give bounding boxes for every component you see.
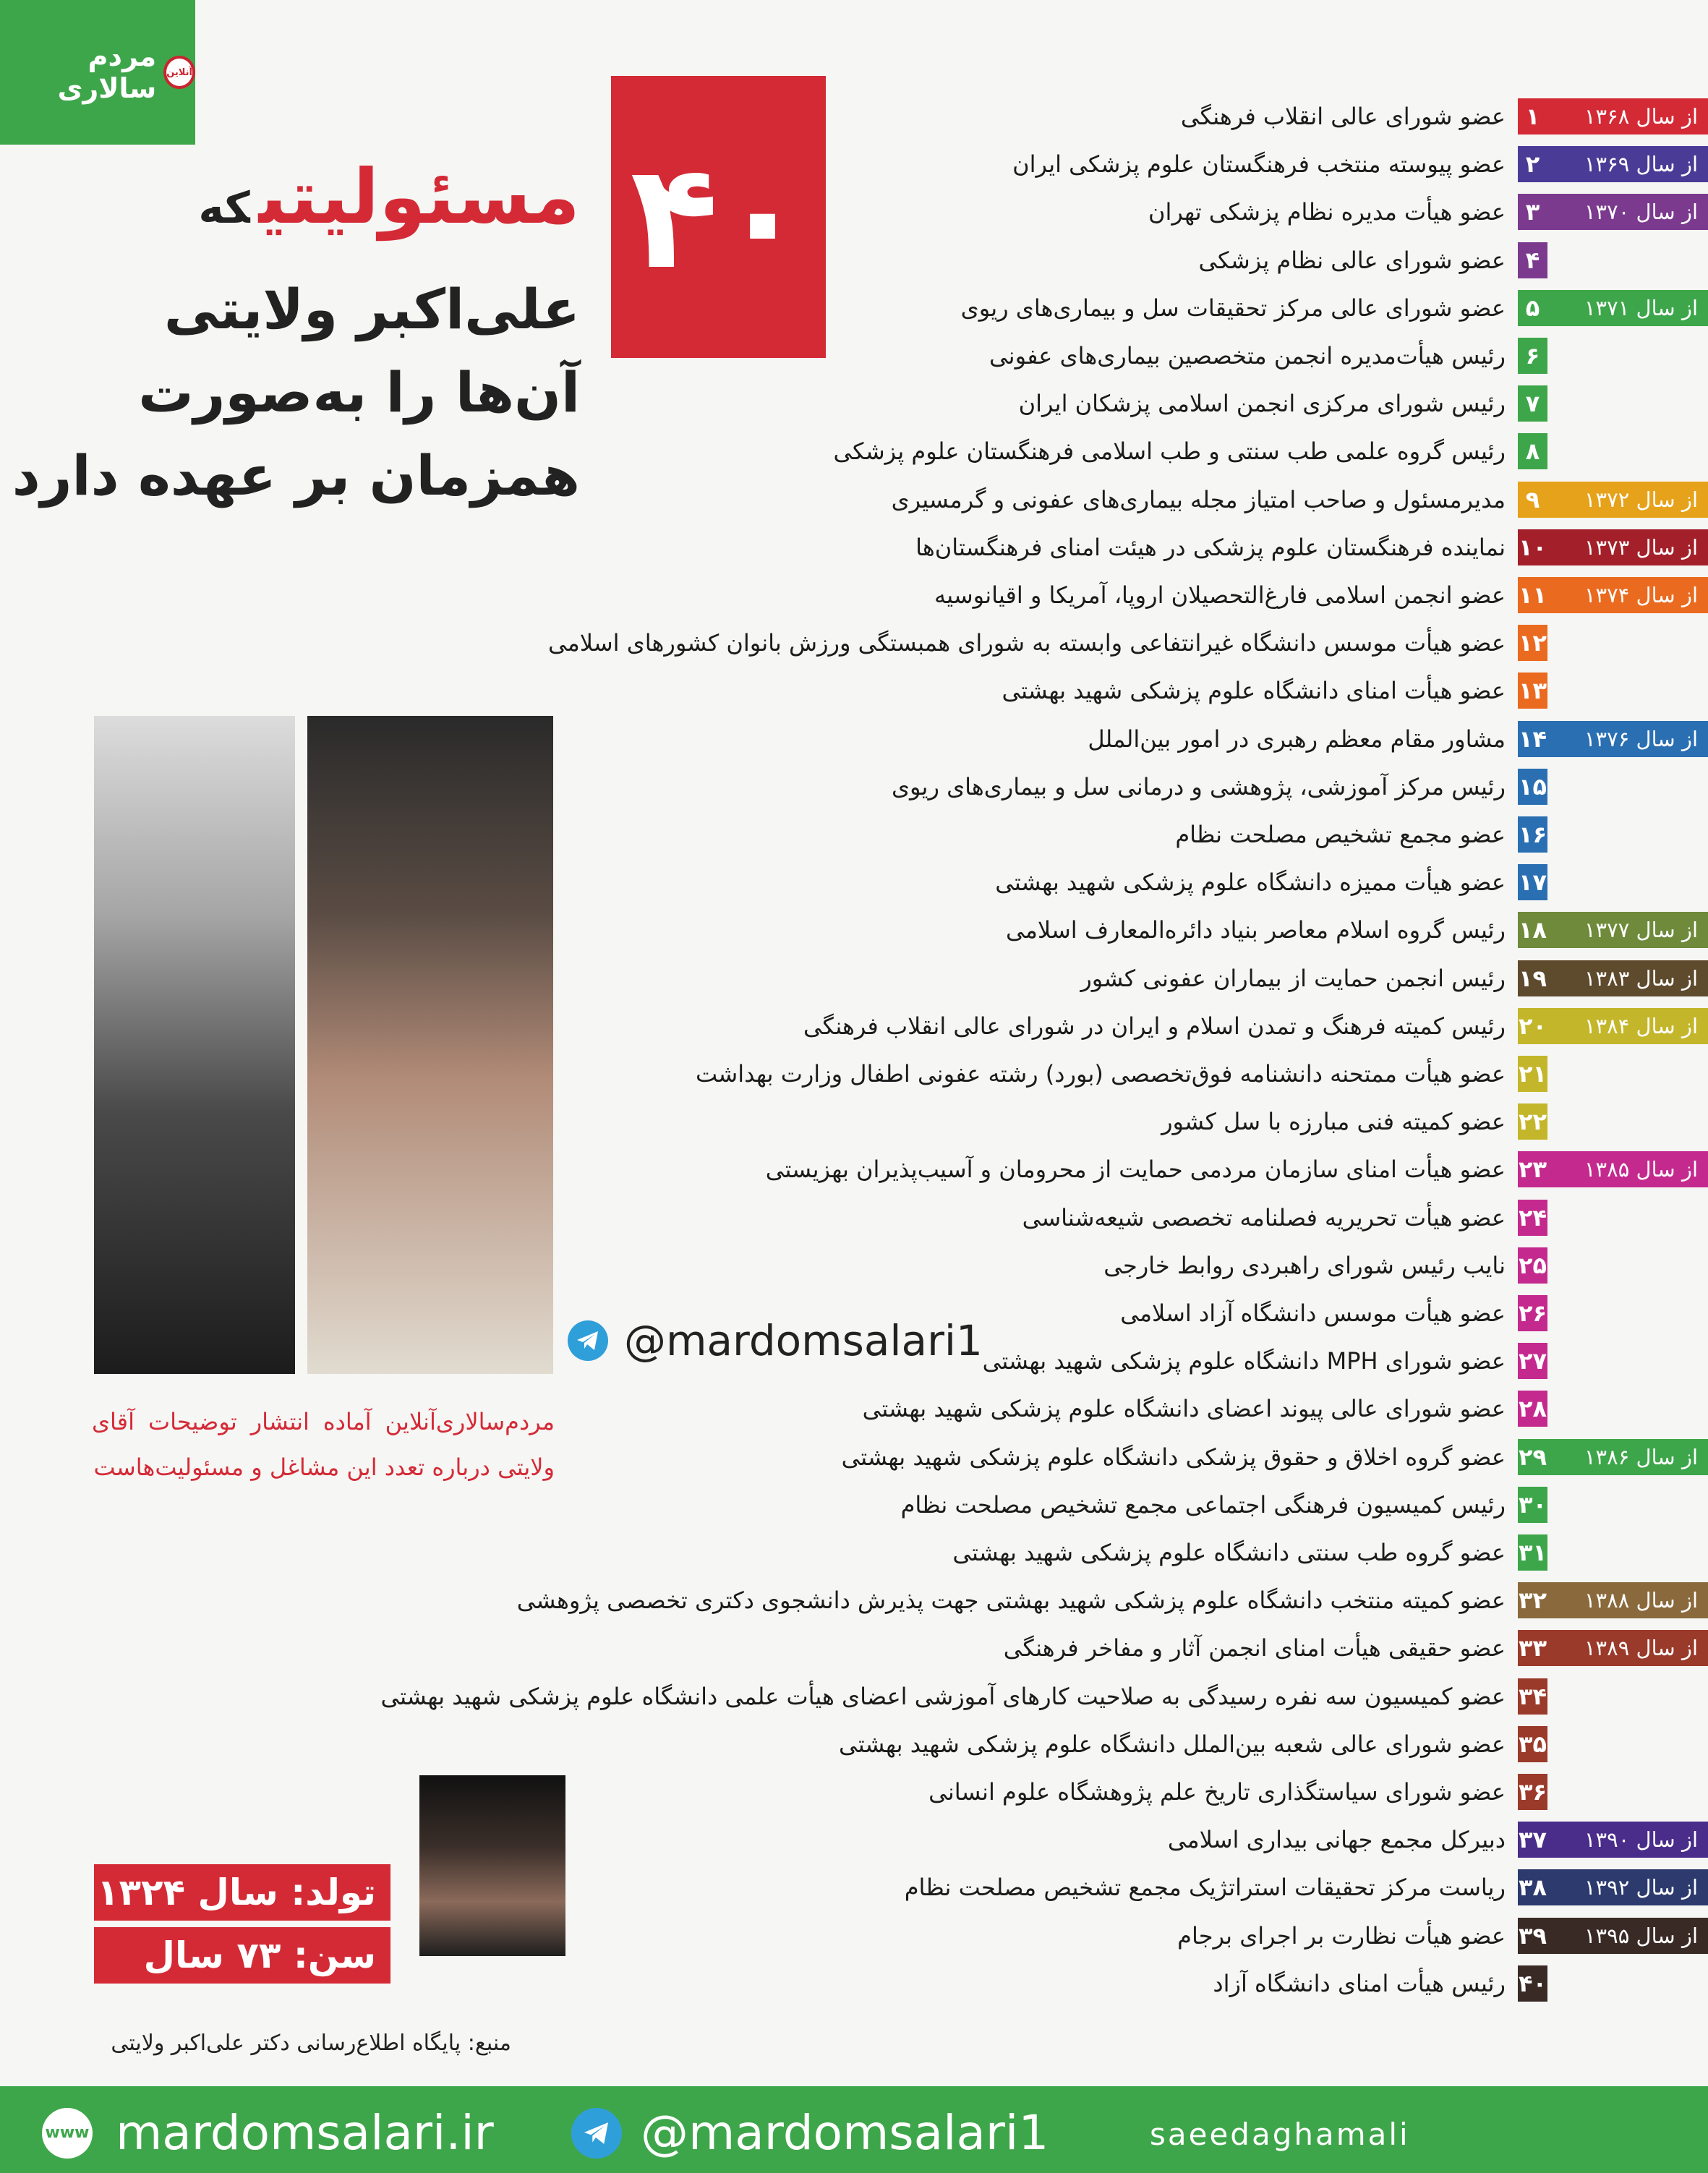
item-year: [1547, 385, 1708, 422]
item-number: ۲۲: [1516, 1103, 1547, 1140]
item-text: مدیرمسئول و صاحب امتیاز مجله بیماری‌های عفونی و گرمسیری: [891, 485, 1506, 513]
item-number: ۶: [1516, 338, 1547, 374]
item-text: عضو کمیته فنی مبارزه با سل کشور: [1161, 1108, 1506, 1136]
telegram-icon: [568, 1320, 608, 1361]
item-number: ۱۸: [1516, 912, 1547, 948]
item-year: از سال ۱۳۹۵: [1547, 1918, 1708, 1954]
telegram-handle-text: @mardomsalari1: [624, 1316, 983, 1365]
item-year: از سال ۱۳۷۷: [1547, 912, 1708, 948]
item-number: ۱۳: [1516, 673, 1547, 709]
item-year: [1547, 673, 1708, 709]
item-year: از سال ۱۳۸۹: [1547, 1630, 1708, 1666]
item-year: [1547, 1247, 1708, 1284]
headline-line3: آن‌ها را به‌صورت: [138, 360, 580, 424]
item-number: ۳۷: [1516, 1822, 1547, 1858]
item-number: ۱۴: [1516, 721, 1547, 757]
brand-logo: [0, 0, 195, 145]
item-text: عضو مجمع تشخیص مصلحت نظام: [1175, 821, 1506, 848]
list-item: [1161, 1101, 1708, 1143]
list-item: [1175, 814, 1708, 855]
item-year: از سال ۱۳۶۹: [1547, 146, 1708, 182]
list-item: [548, 622, 1708, 664]
item-number: ۳۶: [1516, 1774, 1547, 1810]
list-item: [1080, 957, 1708, 999]
item-number: ۲۴: [1516, 1200, 1547, 1236]
item-number: ۸: [1516, 433, 1547, 469]
list-item: [1181, 95, 1708, 137]
list-item: [696, 1053, 1708, 1095]
item-year: [1547, 1678, 1708, 1715]
item-text: عضو شورای عالی نظام پزشکی: [1198, 246, 1506, 274]
item-text: رئیس انجمن حمایت از بیماران عفونی کشور: [1080, 964, 1506, 992]
item-year: [1547, 1391, 1708, 1427]
item-year: از سال ۱۳۷۳: [1547, 529, 1708, 565]
item-text: رئیس کمیسیون فرهنگی اجتماعی مجمع تشخیص مصلحت نظام: [900, 1490, 1506, 1519]
item-text: عضو هیأت موسس دانشگاه غیرانتفاعی وابسته به شورای همبستگی ورزش بانوان کشورهای اسلامی: [547, 629, 1506, 657]
item-year: [1547, 1343, 1708, 1379]
item-year: [1547, 1965, 1708, 2002]
list-item: [928, 1771, 1708, 1813]
item-text: عضو هیأت نظارت بر اجرای برجام: [1177, 1921, 1506, 1950]
item-year: از سال ۱۳۷۲: [1547, 482, 1708, 518]
item-text: عضو هیأت موسس دانشگاه آزاد اسلامی: [1120, 1299, 1506, 1327]
list-item: [842, 1436, 1708, 1478]
telegram-icon: [571, 2108, 622, 2159]
item-text: عضو حقیقی هیأت امنای انجمن آثار و مفاخر فرهنگی: [1003, 1634, 1506, 1662]
list-item: [1103, 1245, 1708, 1286]
item-text: عضو گروه اخلاق و حقوق پزشکی دانشگاه علوم پزشکی شهید بهشتی: [841, 1443, 1506, 1471]
item-text: رئیس هیأت‌مدیره انجمن متخصصین بیماری‌های عفونی: [989, 342, 1506, 370]
item-year: [1547, 338, 1708, 374]
item-number: ۲۱: [1516, 1056, 1547, 1092]
item-text: رئیس کمیته فرهنگ و تمدن اسلام و ایران در شورای عالی انقلاب فرهنگی: [803, 1012, 1506, 1040]
item-text: عضو هیأت ممتحنه دانشنامه فوق‌تخصصی (بورد) رشته عفونی اطفال وزارت بهداشت: [695, 1060, 1506, 1088]
list-item: [803, 1005, 1708, 1047]
telegram-handle-mid[interactable]: [568, 1316, 983, 1365]
item-year: از سال ۱۳۹۲: [1547, 1869, 1708, 1905]
list-item: [1019, 383, 1708, 424]
item-text: عضو کمیته منتخب دانشگاه علوم پزشکی شهید بهشتی جهت پذیرش دانشجوی دکتری تخصصی پژوهشی: [516, 1587, 1506, 1615]
item-year: از سال ۱۳۸۴: [1547, 1008, 1708, 1044]
headline-line4: همزمان بر عهده دارد: [12, 443, 580, 508]
list-item: [995, 861, 1708, 903]
item-number: ۱۹: [1516, 960, 1547, 996]
list-item: [989, 335, 1708, 377]
item-text: عضو شورای عالی پیوند اعضای دانشگاه علوم پزشکی شهید بهشتی: [862, 1395, 1506, 1423]
item-year: [1547, 1774, 1708, 1810]
item-year: [1547, 1726, 1708, 1762]
footer-website[interactable]: [42, 2105, 494, 2161]
item-text: عضو کمیسیون سه نفره رسیدگی به صلاحیت کارهای آموزشی اعضای هیأت علمی دانشگاه علوم پزشکی شهید بهشتی: [380, 1682, 1506, 1710]
item-number: ۲۰: [1516, 1008, 1547, 1044]
list-item: [1213, 1963, 1708, 2005]
item-year: از سال ۱۳۸۵: [1547, 1151, 1708, 1187]
item-text: عضو گروه طب سنتی دانشگاه علوم پزشکی شهید بهشتی: [952, 1539, 1506, 1566]
list-item: [892, 479, 1708, 521]
item-number: ۴۰: [1516, 1965, 1547, 2002]
item-text: رئیس گروه اسلام معاصر بنیاد دائره‌المعارف اسلامی: [1006, 916, 1506, 944]
list-item: [766, 1148, 1708, 1190]
item-number: ۲۶: [1516, 1295, 1547, 1331]
item-year: از سال ۱۳۷۶: [1547, 721, 1708, 757]
item-text: عضو هیأت مدیره نظام پزشکی تهران: [1148, 198, 1506, 226]
item-year: [1547, 816, 1708, 853]
item-number: ۳۳: [1516, 1630, 1547, 1666]
footer-website-text: mardomsalari.ir: [116, 2105, 494, 2161]
item-number: ۲۸: [1516, 1391, 1547, 1427]
item-text: عضو شورای عالی مرکز تحقیقات سل و بیماری‌های ریوی: [960, 294, 1506, 322]
list-item: [1088, 718, 1708, 760]
headline-line1: [198, 153, 580, 241]
logo-badge: آنلاین: [163, 56, 195, 89]
list-item: [934, 574, 1708, 616]
list-item: [834, 430, 1708, 472]
item-year: از سال ۱۳۸۸: [1547, 1582, 1708, 1618]
item-year: [1547, 433, 1708, 469]
item-number: ۲۵: [1516, 1247, 1547, 1284]
item-year: از سال ۱۳۷۴: [1547, 577, 1708, 613]
list-item: [380, 1675, 1708, 1717]
footer-telegram[interactable]: [571, 2105, 1049, 2161]
list-item: [905, 1866, 1708, 1908]
item-number: ۳۵: [1516, 1726, 1547, 1762]
birth-label: تولد: سال ۱۳۲۴: [94, 1864, 390, 1921]
item-number: ۱۱: [1516, 577, 1547, 613]
age-label: سن: ۷۳ سال: [94, 1927, 390, 1984]
portrait-current-photo: [307, 716, 553, 1374]
item-number: ۳۸: [1516, 1869, 1547, 1905]
item-text: عضو شورای سیاستگذاری تاریخ علم پژوهشگاه علوم انسانی: [928, 1778, 1506, 1806]
item-text: نایب رئیس شورای راهبردی روابط خارجی: [1103, 1251, 1506, 1279]
item-year: [1547, 1103, 1708, 1140]
portrait-young-photo: [94, 716, 295, 1374]
list-item: [1012, 143, 1708, 185]
item-text: رئیس گروه علمی طب سنتی و طب اسلامی فرهنگستان علوم پزشکی: [833, 437, 1506, 466]
list-item: [517, 1579, 1708, 1621]
list-item: [961, 287, 1708, 329]
list-item: [1199, 239, 1708, 281]
list-item: [839, 1723, 1708, 1765]
item-year: از سال ۱۳۷۱: [1547, 290, 1708, 326]
headline-line2: علی‌اکبر ولایتی: [163, 277, 580, 341]
item-year: از سال ۱۳۶۸: [1547, 98, 1708, 135]
list-item: [1168, 1819, 1708, 1861]
note-text: مردم‌سالاری‌آنلاین آماده انتشار توضیحات آقای ولایتی درباره تعدد این مشاغل و مسئولیت‌هاست: [92, 1408, 555, 1481]
item-year: از سال ۱۳۹۰: [1547, 1822, 1708, 1858]
list-item: [915, 526, 1708, 568]
list-item: [952, 1532, 1708, 1574]
item-year: [1547, 1295, 1708, 1331]
headline-suffix: که: [198, 183, 250, 234]
item-year: [1547, 864, 1708, 900]
item-text: رئیس شورای مرکزی انجمن اسلامی پزشکان ایران: [1018, 390, 1506, 418]
item-text: دبیرکل مجمع جهانی بیداری اسلامی: [1167, 1826, 1506, 1854]
list-item: [892, 766, 1708, 808]
item-text: عضو هیأت امنای دانشگاه علوم پزشکی شهید بهشتی: [1002, 677, 1506, 705]
item-number: ۱۶: [1516, 816, 1547, 853]
item-text: مشاور مقام معظم رهبری در امور بین‌الملل: [1088, 725, 1506, 753]
item-year: [1547, 625, 1708, 661]
item-number: ۳۴: [1516, 1678, 1547, 1715]
item-text: عضو پیوسته منتخب فرهنگستان علوم پزشکی ایران: [1012, 150, 1506, 179]
item-number: ۱: [1516, 98, 1547, 135]
item-number: ۲: [1516, 146, 1547, 182]
source-text: منبع: پایگاه اطلاع‌رسانی دکتر علی‌اکبر ولایتی: [111, 2031, 511, 2056]
item-text: عضو انجمن اسلامی فارغ‌التحصیلان اروپا، آمریکا و اقیانوسیه: [934, 581, 1506, 609]
globe-icon: www: [42, 2108, 93, 2159]
list-item: [1148, 191, 1708, 233]
item-text: عضو هیأت ممیزه دانشگاه علوم پزشکی شهید بهشتی: [995, 868, 1506, 897]
item-year: از سال ۱۳۷۰: [1547, 194, 1708, 230]
item-number: ۳۱: [1516, 1534, 1547, 1571]
list-item: [1022, 1197, 1708, 1239]
list-item: [901, 1484, 1708, 1526]
item-text: عضو شورای عالی شعبه بین‌الملل دانشگاه علوم پزشکی شهید بهشتی: [839, 1730, 1506, 1758]
list-item: [1006, 909, 1708, 951]
item-text: رئیس هیأت امنای دانشگاه آزاد: [1213, 1969, 1506, 1997]
item-number: ۵: [1516, 290, 1547, 326]
item-number: ۷: [1516, 385, 1547, 422]
footer-bar: [0, 2086, 1708, 2173]
item-year: از سال ۱۳۸۶: [1547, 1439, 1708, 1475]
item-number: ۲۳: [1516, 1151, 1547, 1187]
item-number: ۱۵: [1516, 769, 1547, 805]
item-year: [1547, 769, 1708, 805]
item-text: عضو هیأت تحریریه فصلنامه تخصصی شیعه‌شناسی: [1022, 1203, 1506, 1231]
item-text: نماینده فرهنگستان علوم پزشکی در هیئت امنای فرهنگستان‌ها: [915, 533, 1506, 561]
item-year: [1547, 1534, 1708, 1571]
item-number: ۹: [1516, 482, 1547, 518]
item-year: [1547, 1056, 1708, 1092]
list-item: [1177, 1915, 1708, 1957]
item-text: عضو شورای عالی انقلاب فرهنگی: [1180, 103, 1506, 130]
list-item: [1002, 670, 1708, 712]
item-number: ۱۷: [1516, 864, 1547, 900]
footer-credit: saeedaghamali: [1150, 2117, 1410, 2152]
item-year: [1547, 1200, 1708, 1236]
item-text: عضو هیأت امنای سازمان مردمی حمایت از محرومان و آسیب‌پذیران بهزیستی: [765, 1156, 1506, 1184]
list-item: [1120, 1292, 1708, 1334]
list-item: [863, 1388, 1708, 1430]
item-number: ۴: [1516, 242, 1547, 278]
item-number: ۳۹: [1516, 1918, 1547, 1954]
item-number: ۳۰: [1516, 1487, 1547, 1523]
list-item: [1004, 1627, 1708, 1669]
item-year: [1547, 242, 1708, 278]
item-text: رئیس مرکز آموزشی، پژوهشی و درمانی سل و بیماری‌های ریوی: [891, 772, 1506, 801]
list-item: [983, 1340, 1708, 1382]
item-text: ریاست مرکز تحقیقات استراتژیک مجمع تشخیص مصلحت نظام: [904, 1874, 1506, 1902]
item-number: ۳: [1516, 194, 1547, 230]
item-number: ۲۹: [1516, 1439, 1547, 1475]
portrait-small-photo: [419, 1775, 565, 1956]
item-year: از سال ۱۳۸۳: [1547, 960, 1708, 996]
footer-telegram-text: @mardomsalari1: [641, 2105, 1049, 2161]
logo-text: مردم سالاری: [57, 40, 157, 104]
item-number: ۲۷: [1516, 1343, 1547, 1379]
item-number: ۱۲: [1516, 625, 1547, 661]
item-number: ۳۲: [1516, 1582, 1547, 1618]
item-text: عضو شورای MPH دانشگاه علوم پزشکی شهید بهشتی: [982, 1347, 1506, 1375]
item-number: ۱۰: [1516, 529, 1547, 565]
forty-badge: ۴۰: [611, 76, 826, 358]
item-year: [1547, 1487, 1708, 1523]
headline-main: مسئولیتی: [258, 153, 580, 241]
